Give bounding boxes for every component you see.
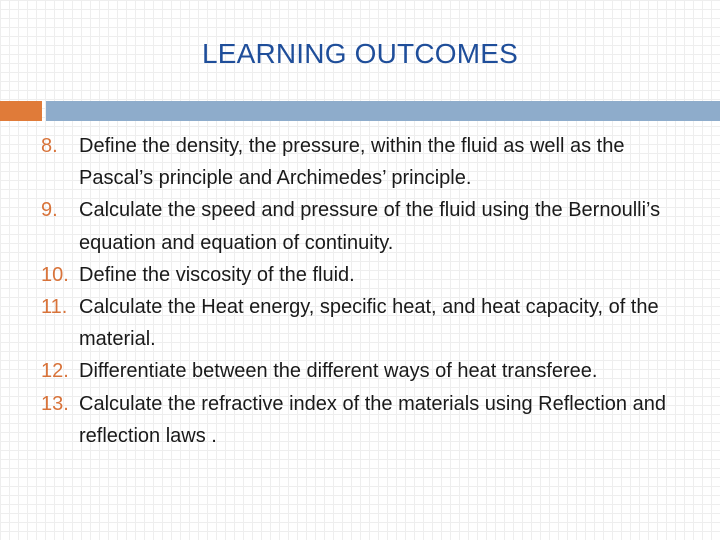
list-item-text: Differentiate between the different ways of heat transferee.: [79, 360, 598, 383]
title-divider-bar: [46, 101, 720, 121]
list-item: [41, 388, 701, 452]
list-item-text: Calculate the refractive index of the materials using Reflection and reflection laws .: [79, 392, 666, 447]
list-item-number: 13.: [41, 392, 69, 415]
list-item-number: 12.: [41, 360, 69, 383]
list-item: [41, 355, 701, 387]
list-item-number: 8.: [41, 135, 58, 157]
list-item-number: 11.: [41, 296, 68, 319]
list-item: [41, 194, 701, 258]
list-item-number: 9.: [41, 199, 58, 222]
title-accent-bar: [0, 101, 42, 121]
slide-title: LEARNING OUTCOMES: [201, 38, 519, 69]
list-item-text: Define the density, the pressure, within the fluid as well as the Pascal’s principle and Archimedes’ principle.: [79, 135, 625, 190]
list-item-number: 10.: [41, 263, 69, 286]
list-item: [41, 130, 701, 194]
learning-outcomes-list: [41, 130, 701, 452]
list-item-text: Calculate the Heat energy, specific heat, and heat capacity, of the material.: [79, 296, 659, 351]
list-item-text: Calculate the speed and pressure of the fluid using the Bernoulli’s equation and equation of continuity.: [79, 199, 661, 254]
list-item: [41, 291, 701, 355]
list-item-text: Define the viscosity of the fluid.: [79, 263, 355, 286]
list-item: [41, 259, 701, 291]
